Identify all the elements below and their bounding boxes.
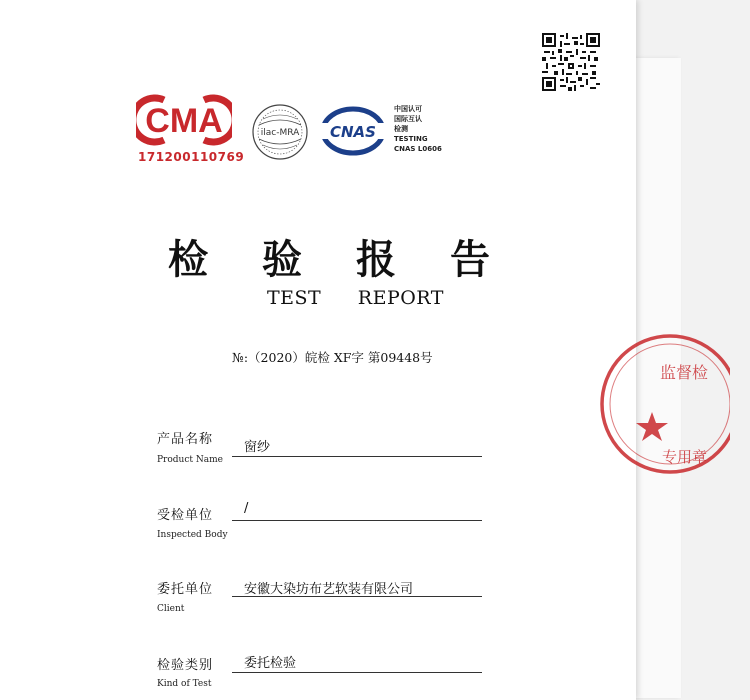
cnas-line: CNAS L0606 [394,145,442,153]
cma-number: 171200110769 [138,150,245,164]
field-label-inspected-body: 受检单位 [157,508,214,523]
field-underline [232,520,482,521]
field-value-client: 安徽大染坊布艺软装有限公司 [244,582,414,597]
qr-code-icon [542,33,600,91]
cnas-line: 检测 [394,125,408,133]
field-value-kind-of-test: 委托检验 [244,656,297,671]
field-underline [232,672,482,673]
cnas-mark-text: CNAS [330,123,376,141]
field-value-inspected-body: / [244,501,249,516]
cma-logo-icon [136,92,232,148]
report-title-cn: 检验报告 [168,237,544,283]
field-label-kind-of-test: 检验类别 [157,658,214,673]
red-seal-icon [590,322,730,482]
field-underline [232,596,482,597]
ilac-mra-logo-icon [251,103,309,161]
cma-mark-text: CMA [145,102,223,140]
field-sublabel-client: Client [157,604,185,614]
cnas-line: TESTING [394,135,428,143]
ilac-text: ilac-MRA [260,128,300,138]
field-sublabel-product-name: Product Name [157,455,223,465]
field-label-client: 委托单位 [157,582,214,597]
field-underline [232,456,482,457]
cnas-line: 国际互认 [394,115,422,123]
field-label-product-name: 产品名称 [157,432,214,447]
seal-arc-text: 监督检 [660,363,709,382]
report-number: №:（2020）皖检 XF字 第09448号 [232,350,433,365]
cnas-logo-icon [320,106,386,156]
field-value-product-name: 窗纱 [244,440,271,455]
cnas-line: 中国认可 [394,105,422,113]
field-sublabel-inspected-body: Inspected Body [157,530,228,540]
report-title-en: TEST REPORT [267,287,444,309]
seal-bottom-text: 专用章 [662,448,708,466]
field-sublabel-kind-of-test: Kind of Test [157,679,212,689]
cnas-caption [394,104,442,154]
